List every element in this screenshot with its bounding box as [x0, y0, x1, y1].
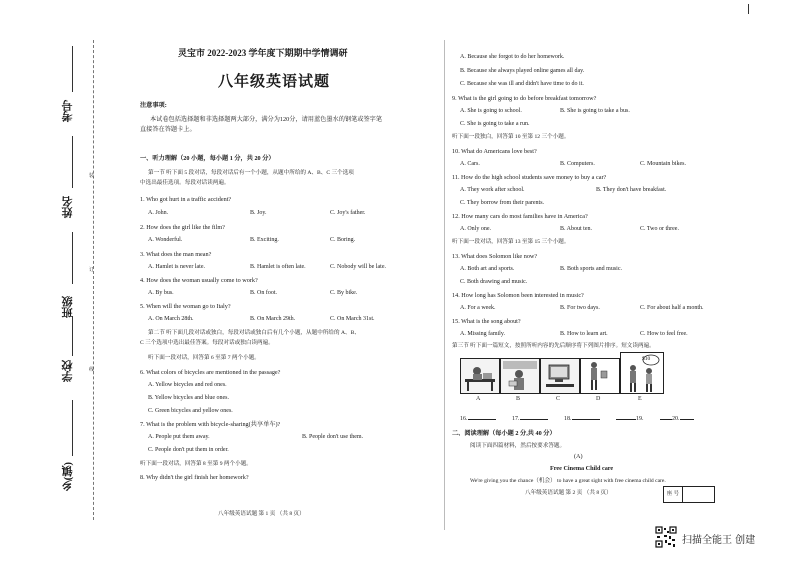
answer-blank-number: 20. [672, 416, 680, 422]
question-11: 11. How do the high school students save money to buy a car? [452, 174, 607, 181]
question-6: 6. What colors of bicycles are mentioned in the passage? [140, 369, 281, 376]
page-footer: 八年级英语试题 第 2 页 （共 8 页） [525, 490, 612, 496]
picture-c-computer [540, 358, 580, 394]
option-5c[interactable]: C. On March 31st. [330, 316, 375, 322]
binding-mark: 线 [89, 368, 95, 373]
option-11c[interactable]: C. They borrow from their parents. [460, 200, 545, 206]
question-1: 1. Who got hurt in a traffic accident? [140, 196, 232, 203]
question-10: 10. What do Americans love best? [452, 148, 537, 155]
notice-text: 直接答在答题卡上。 [140, 126, 196, 133]
option-13b[interactable]: B. Both sports and music. [560, 266, 623, 272]
listening-instruction: 听下面一段对话，回答第 6 至第 7 两个小题。 [148, 355, 260, 361]
binding-dashed-line [93, 40, 94, 520]
question-9: 9. What is the girl going to do before breakfast tomorrow? [452, 95, 597, 102]
picture-label-c: C [556, 396, 561, 402]
seat-number-label: 座 号 [664, 487, 683, 502]
binding-blank-line [72, 232, 73, 284]
option-3c[interactable]: C. Nobody will be late. [330, 264, 386, 270]
option-11a[interactable]: A. They work after school. [460, 187, 525, 193]
article-text: We're giving you the chance（机会） to have a great sight with free cinema child care. [470, 478, 666, 484]
option-10b[interactable]: B. Computers. [560, 161, 595, 167]
option-12b[interactable]: B. About ten. [560, 226, 593, 232]
section-instruction: 第一节 听下面 5 段对话，每段对话后有一个小题，从题中所给的 A、B、C 三个选项 [148, 170, 354, 176]
picture-d-shopping [580, 358, 620, 394]
answer-blank-number: 16. [460, 416, 468, 422]
section-instruction: 第二节 听下面几段对话或独白，每段对话或独白后有几个小题，从题中所给的 A、B、 [148, 330, 360, 336]
option-15b[interactable]: B. How to learn art. [560, 331, 608, 337]
option-6c[interactable]: C. Green bicycles and yellow ones. [148, 408, 233, 414]
listening-instruction: 听下面一段独白，回答第 10 至第 12 三个小题。 [452, 134, 570, 140]
answer-blank-17[interactable] [512, 416, 548, 422]
picture-label-b: B [516, 396, 521, 402]
price-tag: $10 [642, 356, 651, 362]
answer-blank-20[interactable] [660, 416, 694, 422]
option-9c[interactable]: C. She is going to take a run. [460, 121, 530, 127]
binding-mark: 订 [89, 268, 95, 273]
option-4a[interactable]: A. By bus. [148, 290, 174, 296]
exam-header-title: 灵宝市 2022-2023 学年度下期期中学情调研 [178, 48, 348, 58]
option-4c[interactable]: C. By bike. [330, 290, 358, 296]
option-10c[interactable]: C. Mountain bikes. [640, 161, 686, 167]
binding-label-name: 姓名 [62, 196, 74, 218]
answer-blank-number: 19. [636, 416, 644, 422]
option-7b[interactable]: B. People don't use them. [302, 434, 364, 440]
section-a-label: (A) [574, 453, 583, 460]
binding-label-school: 学校 [62, 360, 74, 382]
option-6a[interactable]: A. Yellow bicycles and red ones. [148, 382, 227, 388]
answer-blank-number: 17. [512, 416, 520, 422]
binding-label-exam-number: 考号 [62, 100, 74, 122]
question-4: 4. How does the woman usually come to work? [140, 277, 258, 284]
picture-label-e: E [638, 396, 642, 402]
question-14: 14. How long has Solomon been interested in music? [452, 292, 584, 299]
option-12a[interactable]: A. Only one. [460, 226, 491, 232]
scanner-watermark: 扫描全能王 创建 [682, 535, 756, 546]
listening-instruction: 听下面一段对话，回答第 13 至第 15 三个小题。 [452, 239, 570, 245]
answer-blank-18[interactable] [564, 416, 600, 422]
binding-blank-line [72, 316, 73, 356]
page-divider [444, 40, 445, 530]
binding-label-class: 班级 [62, 296, 74, 318]
option-9a[interactable]: A. She is going to school. [460, 108, 522, 114]
notice-title: 注意事项: [140, 102, 167, 109]
option-3b[interactable]: B. Hamlet is often late. [250, 264, 306, 270]
option-4b[interactable]: B. On foot. [250, 290, 277, 296]
picture-label-d: D [596, 396, 601, 402]
seat-number-box[interactable] [663, 486, 715, 503]
reading-instruction: 阅读下面四篇材料，然后按要求答题。 [470, 443, 566, 449]
question-12: 12. How many cars do most families have in America? [452, 213, 588, 220]
option-5b[interactable]: B. On March 29th. [250, 316, 296, 322]
question-15: 15. What is the song about? [452, 318, 521, 325]
picture-a-student-at-desk [460, 358, 500, 394]
binding-blank-line [72, 400, 73, 456]
option-1c[interactable]: C. Joy's father. [330, 210, 366, 216]
qr-code-icon [655, 526, 677, 548]
option-14b[interactable]: B. For two days. [560, 305, 600, 311]
question-3: 3. What does the man mean? [140, 251, 212, 258]
answer-blank-number: 18. [564, 416, 572, 422]
question-5: 5. When will the woman go to Italy? [140, 303, 231, 310]
part2-title: 二、阅读理解（每小题 2 分,共 40 分） [452, 430, 556, 437]
page-footer: 八年级英语试题 第 1 页 （共 8 页） [218, 511, 305, 517]
answer-blank-16[interactable] [460, 416, 496, 422]
binding-blank-line [72, 46, 73, 92]
exam-title: 八年级英语试题 [218, 74, 331, 90]
answer-blank-19[interactable] [616, 416, 644, 422]
option-11b[interactable]: B. They don't have breakfast. [596, 187, 667, 193]
question-2: 2. How does the girl like the film? [140, 224, 225, 231]
section-instruction: 中选出最佳选项。每段对话读两遍。 [140, 180, 230, 186]
option-8b[interactable]: B. Because she always played online games all day. [460, 68, 585, 74]
section-instruction: C 三个选项中选出最佳答案。每段对话或独白读两遍。 [140, 340, 274, 346]
option-12c[interactable]: C. Two or three. [640, 226, 679, 232]
option-8a[interactable]: A. Because she forgot to do her homework. [460, 54, 565, 60]
option-7c[interactable]: C. People don't put them in order. [148, 447, 229, 453]
option-1a[interactable]: A. John. [148, 210, 169, 216]
question-8: 8. Why didn't the girl finish her homework? [140, 474, 249, 481]
binding-mark: 装 [89, 174, 95, 179]
option-5a[interactable]: A. On March 28th. [148, 316, 194, 322]
section-instruction: 第三节 听下面一篇短文，按照所听内容的先后顺序将下列图片排序。短文读两遍。 [452, 343, 655, 349]
binding-label-town: 乡(镇) [62, 462, 74, 492]
listening-instruction: 听下面一段对话，回答第 8 至第 9 两个小题。 [140, 461, 252, 467]
option-1b[interactable]: B. Joy. [250, 210, 267, 216]
option-7a[interactable]: A. People put them away. [148, 434, 210, 440]
picture-label-a: A [476, 396, 481, 402]
article-title: Free Cinema Child care [550, 465, 614, 472]
option-10a[interactable]: A. Cars. [460, 161, 480, 167]
option-2c[interactable]: C. Boring. [330, 237, 356, 243]
option-13c[interactable]: C. Both drawing and music. [460, 279, 528, 285]
option-2a[interactable]: A. Wonderful. [148, 237, 183, 243]
option-15a[interactable]: A. Missing family. [460, 331, 505, 337]
question-7: 7. What is the problem with bicycle-sharing(共享单车)? [140, 421, 281, 428]
option-13a[interactable]: A. Both art and sports. [460, 266, 515, 272]
option-9b[interactable]: B. She is going to take a bus. [560, 108, 630, 114]
question-13: 13. What does Solomon like now? [452, 253, 538, 260]
option-6b[interactable]: B. Yellow bicycles and blue ones. [148, 395, 229, 401]
part1-title: 一、听力理解（20 小题，每小题 1 分，共 20 分） [140, 155, 275, 162]
scan-mark [748, 4, 749, 14]
binding-blank-line [72, 136, 73, 188]
option-3a[interactable]: A. Hamlet is never late. [148, 264, 205, 270]
option-15c[interactable]: C. How to feel free. [640, 331, 688, 337]
option-14c[interactable]: C. For about half a month. [640, 305, 704, 311]
option-2b[interactable]: B. Exciting. [250, 237, 279, 243]
option-14a[interactable]: A. For a week. [460, 305, 496, 311]
notice-text: 本试卷包括选择题和非选择题两大部分，满分为120分，请用蓝色墨水的钢笔或签字笔 [150, 116, 383, 123]
picture-b-reading [500, 358, 540, 394]
option-8c[interactable]: C. Because she was ill and didn't have time to do it. [460, 81, 584, 87]
